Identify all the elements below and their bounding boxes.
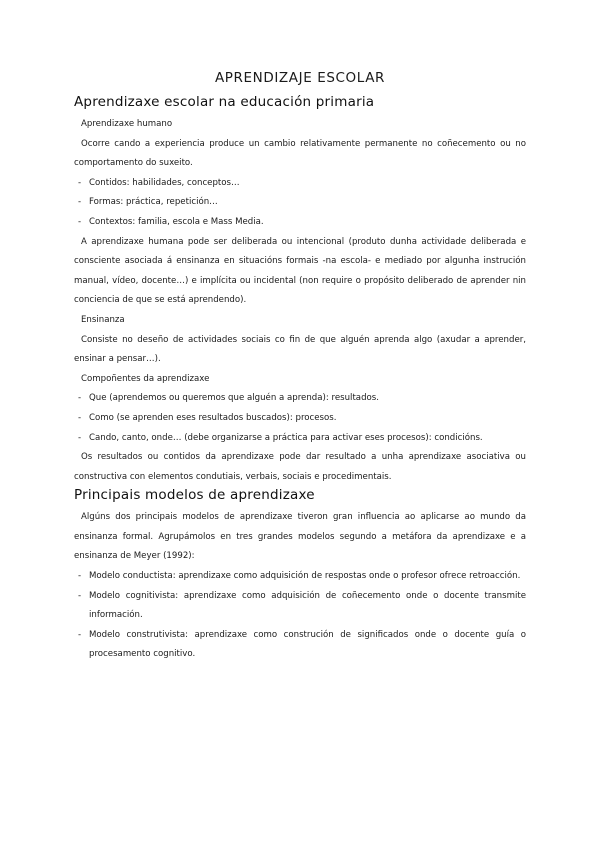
label-components: Compoñentes da aprendizaxe bbox=[81, 373, 210, 384]
paragraph-results: Os resultados ou contidos da aprendizaxe pode dar resultado a unha aprendizaxe asociativa ou constructiva con elementos condutiais, verbais, sociais e procedimentais. bbox=[74, 452, 526, 482]
document-title: APRENDIZAJE ESCOLAR bbox=[214, 70, 386, 86]
label-teaching: Ensinanza bbox=[81, 314, 125, 325]
list-item: - Contidos: habilidades, conceptos… bbox=[74, 174, 526, 194]
list-item: - Modelo conductista: aprendizaxe como adquisición de respostas onde o profesor ofrece retroacción. bbox=[74, 567, 526, 587]
paragraph-teaching: Consiste no deseño de actividades sociais co fin de que alguén aprenda algo (axudar a aprender, ensinar a pensar…). bbox=[74, 334, 526, 365]
section-heading-primary: Aprendizaxe escolar na educación primaria bbox=[74, 94, 375, 110]
section-heading-models: Principais modelos de aprendizaxe bbox=[74, 487, 315, 504]
list-item: - Cando, canto, onde… (debe organizarse a práctica para activar eses procesos): condicións. bbox=[74, 429, 526, 449]
list-item: - Formas: práctica, repetición… bbox=[74, 193, 526, 213]
list-models bbox=[74, 567, 526, 665]
paragraph-models-intro: Algúns dos principais modelos de aprendizaxe tiveron gran influencia ao aplicarse ao mundo da ensinanza formal. Agrupámolos en tres grandes modelos segundo a metáfora da aprendizaxe e a ensinanza de Meyer (1992): bbox=[74, 512, 526, 562]
list-item: - Modelo construtivista: aprendizaxe como construción de significados onde o docente guía o procesamento cognitivo. bbox=[74, 626, 526, 665]
list-item: - Como (se aprenden eses resultados buscados): procesos. bbox=[74, 409, 526, 429]
list-components bbox=[74, 389, 526, 448]
list-item: - Modelo cognitivista: aprendizaxe como adquisición de coñecemento onde o docente transmite información. bbox=[74, 587, 526, 626]
label-human-learning: Aprendizaxe humano bbox=[81, 119, 173, 129]
paragraph-definition: Ocorre cando a experiencia produce un cambio relativamente permanente no coñecemento ou no comportamento do suxeito. bbox=[74, 138, 526, 169]
list-item: - Que (aprendemos ou queremos que alguén a aprenda): resultados. bbox=[74, 389, 526, 409]
paragraph-human-learning: A aprendizaxe humana pode ser deliberada ou intencional (produto dunha actividade deliberada e consciente asociada á ensinanza en situacións formais -na escola- e mediado por algunha instrución manual, vídeo, docente…) e implícita ou incidental (non require o propósito deliberado de aprender nin conciencia de que se está aprendendo). bbox=[74, 236, 526, 306]
list-learning-aspects bbox=[74, 174, 526, 233]
list-item: - Contextos: familia, escola e Mass Media. bbox=[74, 213, 526, 233]
